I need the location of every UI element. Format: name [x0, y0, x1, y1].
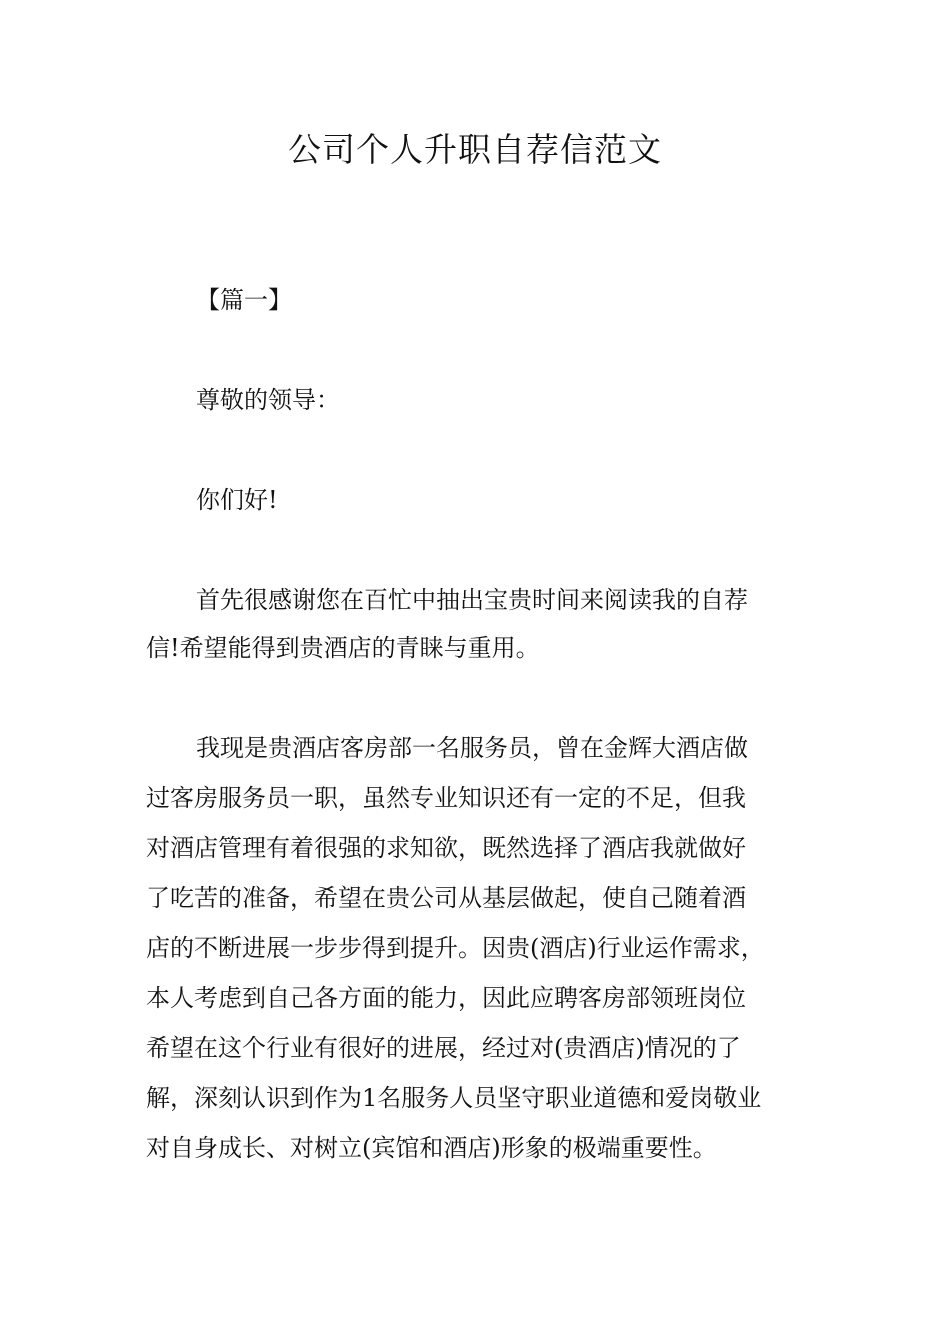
paragraph-line: 首先很感谢您在百忙中抽出宝贵时间来阅读我的自荐: [196, 586, 748, 614]
paragraph-line: 解，深刻认识到作为1名服务人员坚守职业道德和爱岗敬业: [146, 1084, 762, 1112]
paragraph-line: 对自身成长、对树立(宾馆和酒店)形象的极端重要性。: [146, 1134, 717, 1162]
paragraph-line: 店的不断进展一步步得到提升。因贵(酒店)行业运作需求，: [146, 934, 765, 962]
paragraph-line: 本人考虑到自己各方面的能力，因此应聘客房部领班岗位: [146, 984, 746, 1012]
paragraph-line: 对酒店管理有着很强的求知欲，既然选择了酒店我就做好: [146, 834, 746, 862]
salutation: 尊敬的领导：: [196, 386, 340, 414]
document-title: 公司个人升职自荐信范文: [288, 130, 662, 169]
paragraph-line: 信!希望能得到贵酒店的青睐与重用。: [146, 634, 540, 662]
section-heading: 【篇一】: [196, 286, 292, 314]
paragraph-line: 了吃苦的准备，希望在贵公司从基层做起，使自己随着酒: [146, 884, 746, 912]
greeting: 你们好!: [196, 486, 278, 514]
paragraph-line: 过客房服务员一职，虽然专业知识还有一定的不足，但我: [146, 784, 746, 812]
paragraph-line: 我现是贵酒店客房部一名服务员，曾在金辉大酒店做: [196, 734, 748, 762]
paragraph-line: 希望在这个行业有很好的进展，经过对(贵酒店)情况的了: [146, 1034, 741, 1062]
